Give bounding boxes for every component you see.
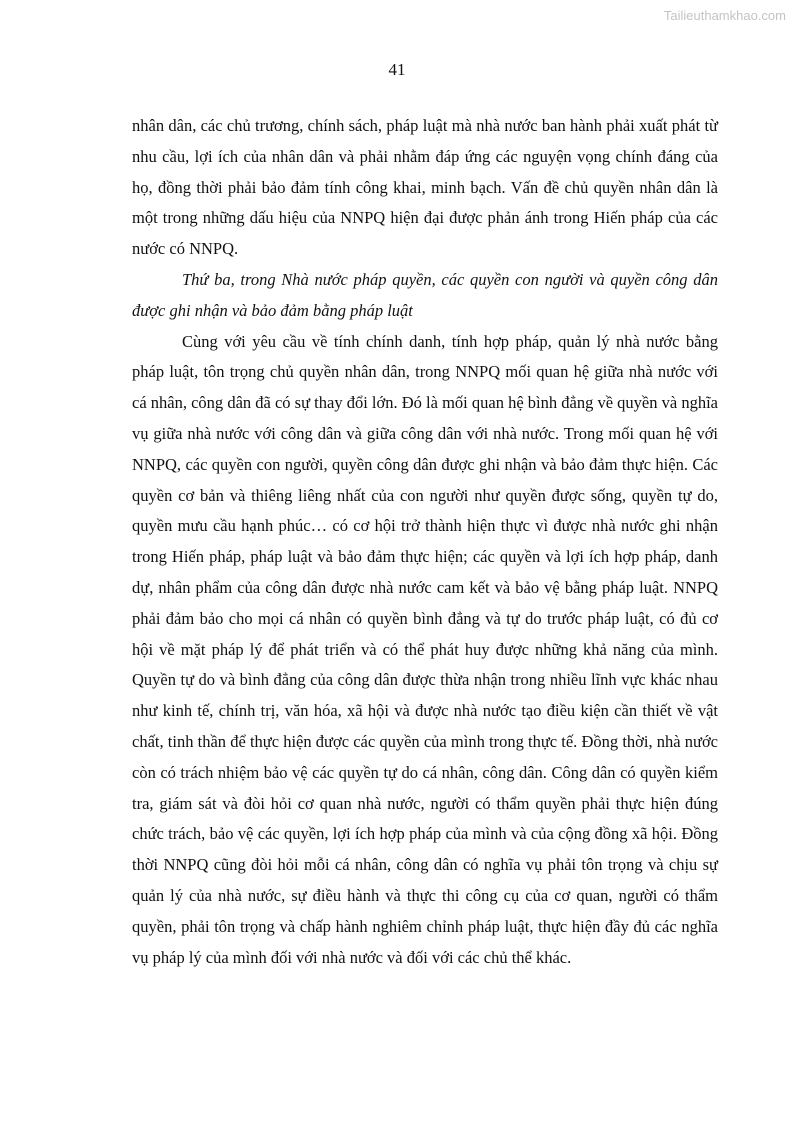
page-number: 41 [388,60,406,79]
document-body [132,111,718,973]
paragraph-continuation: nhân dân, các chủ trương, chính sách, pháp luật mà nhà nước ban hành phải xuất phát từ nhu cầu, lợi ích của nhân dân và phải nhằm đáp ứng các nguyện vọng chính đáng của họ, đồng thời phải bảo đảm tính công khai, minh bạch. Vấn đề chủ quyền nhân dân là một trong những dấu hiệu của NNPQ hiện đại được phản ánh trong Hiến pháp của các nước có NNPQ. [132,116,718,259]
watermark-text: Tailieuthamkhao.com [663,8,786,23]
paragraph-body: Cùng với yêu cầu về tính chính danh, tính hợp pháp, quản lý nhà nước bằng pháp luật, tôn trọng chủ quyền nhân dân, trong NNPQ mối quan hệ giữa nhà nước với cá nhân, công dân đã có sự thay đổi lớn. Đó là mối quan hệ bình đẳng về quyền và nghĩa vụ giữa nhà nước với công dân và giữa công dân với nhà nước. Trong mối quan hệ với NNPQ, các quyền con người, quyền công dân được ghi nhận và bảo đảm thực hiện. Các quyền cơ bản và thiêng liêng nhất của con người như quyền được sống, quyền tự do, quyền mưu cầu hạnh phúc… có cơ hội trở thành hiện thực vì được nhà nước ghi nhận trong Hiến pháp, pháp luật và bảo đảm thực hiện; các quyền và lợi ích hợp pháp, danh dự, nhân phẩm của công dân được nhà nước cam kết và bảo vệ bằng pháp luật. NNPQ phải đảm bảo cho mọi cá nhân có quyền bình đẳng và tự do trước pháp luật, có đủ cơ hội về mặt pháp lý để phát triển và có thể phát huy được những khả năng của mình. Quyền tự do và bình đẳng của công dân được thừa nhận trong nhiều lĩnh vực khác nhau như kinh tế, chính trị, văn hóa, xã hội và được nhà nước tạo điều kiện cần thiết về vật chất, tinh thần để thực hiện được các quyền của mình trong thực tế. Đồng thời, nhà nước còn có trách nhiệm bảo vệ các quyền tự do cá nhân, công dân. Công dân có quyền kiểm tra, giám sát và đòi hỏi cơ quan nhà nước, người có thẩm quyền phải thực hiện đúng chức trách, bảo vệ các quyền, lợi ích hợp pháp của mình và của cộng đồng xã hội. Đồng thời NNPQ cũng đòi hỏi mỗi cá nhân, công dân có nghĩa vụ phải tôn trọng và chịu sự quản lý của nhà nước, sự điều hành và thực thi công cụ của cơ quan, người có thẩm quyền, phải tôn trọng và chấp hành nghiêm chỉnh pháp luật, thực hiện đầy đủ các nghĩa vụ pháp lý của mình đối với nhà nước và đối với các chủ thể khác. [132,331,718,967]
section-heading: Thứ ba, trong Nhà nước pháp quyền, các quyền con người và quyền công dân được ghi nhận và bảo đảm bằng pháp luật [132,269,718,320]
